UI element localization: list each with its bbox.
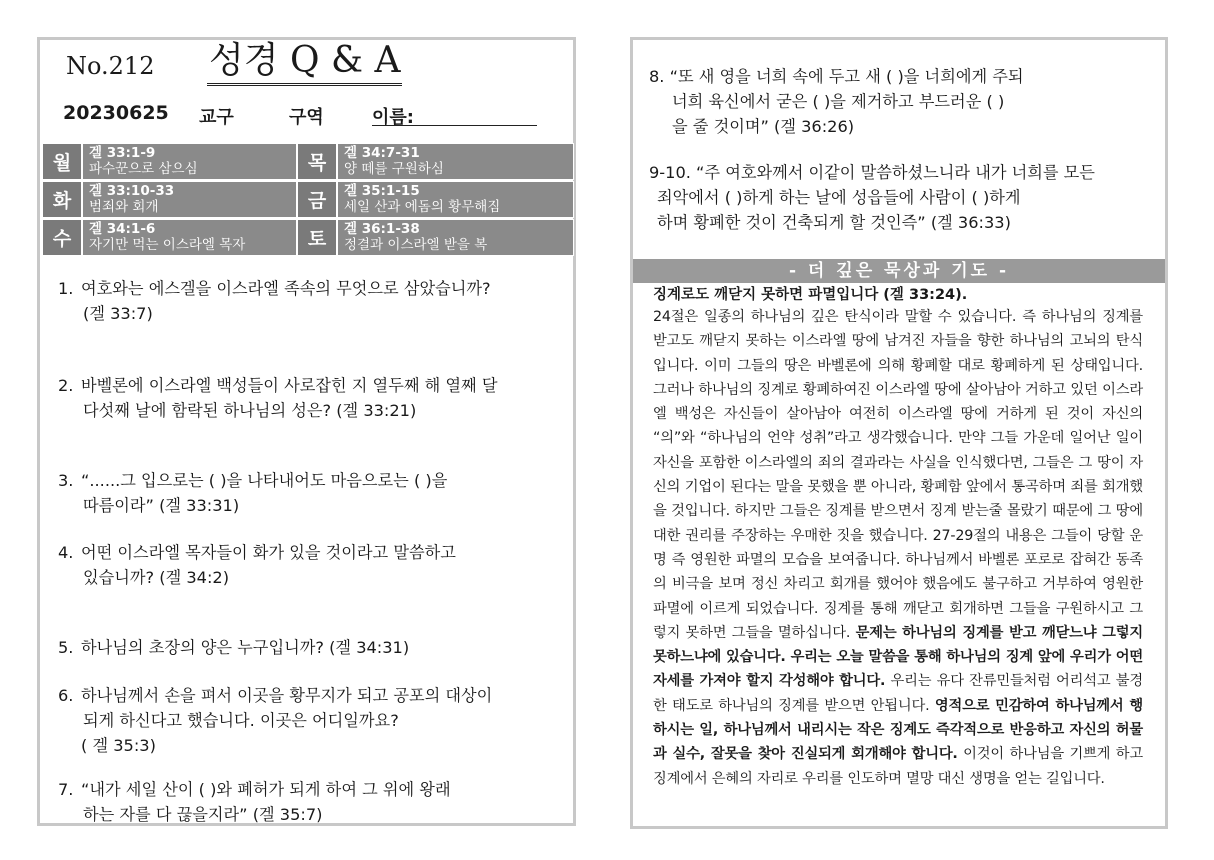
question-3: 3. “......그 입으로는 ( )을 나타내어도 마음으로는 ( )을 따름이라” (겔 33:31) [58, 471, 448, 515]
reading-cell [337, 143, 574, 180]
question-7: 7. “내가 세일 산이 ( )와 폐허가 되게 하여 그 위에 왕래 하는 자를 다 끊을지라” (겔 35:7) [58, 780, 451, 824]
question-5: 5. 하나님의 초장의 양은 누구입니까? (겔 34:31) [58, 638, 410, 657]
schedule-row [42, 143, 574, 180]
name-label: 이름: [372, 107, 414, 128]
reading-ref: 겔 33:1-9 [89, 145, 156, 161]
schedule-row [42, 181, 574, 218]
question-6: 6. 하나님께서 손을 펴서 이곳을 황무지가 되고 공포의 대상이 되게 하신다고 했습니다. 이곳은 어디일까요? ( 겔 35:3) [58, 686, 493, 755]
question-1: 1. 여호와는 에스겔을 이스라엘 족속의 무엇으로 삼았습니까? (겔 33:7) [58, 279, 491, 323]
reading-schedule [42, 143, 574, 257]
reading-ref: 겔 34:7-31 [344, 145, 420, 161]
reading-cell [337, 219, 574, 256]
reading-cell [337, 181, 574, 218]
area-label: 구역 [289, 107, 324, 128]
left-page [37, 37, 576, 826]
reading-cell [82, 219, 297, 256]
question-8: 8. “또 새 영을 너희 속에 두고 새 ( )을 너희에게 주되 너희 육신에서 굳은 ( )을 제거하고 부드러운 ( ) 을 줄 것이며” (겔 36:26) [649, 67, 1024, 136]
reading-title: 세일 산과 에돔의 황무해짐 [344, 199, 501, 215]
district-label: 교구 [199, 107, 234, 128]
page-title: 성경 Q & A [207, 40, 402, 86]
question-9-10: 9-10. “주 여호와께서 이같이 말씀하셨느니라 내가 너희를 모든 죄악에서 ( )하게 하는 날에 성읍들에 사람이 ( )하게 하며 황폐한 것이 건축되게 할 것인즉” (겔 36:33) [649, 163, 1095, 232]
reading-ref: 겔 36:1-38 [344, 221, 420, 237]
day-label: 금 [297, 181, 337, 218]
day-label: 월 [42, 143, 82, 180]
reading-cell [82, 181, 297, 218]
reading-ref: 겔 34:1-6 [89, 221, 156, 237]
meditation-band: - 더 깊은 묵상과 기도 - [633, 259, 1165, 283]
day-label: 토 [297, 219, 337, 256]
reading-ref: 겔 33:10-33 [89, 183, 175, 199]
schedule-row [42, 219, 574, 256]
question-2: 2. 바벨론에 이스라엘 백성들이 사로잡힌 지 열두째 해 열째 달 다섯째 날에 함락된 하나님의 성은? (겔 33:21) [58, 376, 498, 420]
reading-title: 파수꾼으로 삼으심 [89, 161, 198, 177]
day-label: 수 [42, 219, 82, 256]
name-underline [372, 125, 537, 126]
date: 20230625 [63, 102, 169, 124]
issue-number: No.212 [66, 52, 155, 80]
day-label: 화 [42, 181, 82, 218]
question-4: 4. 어떤 이스라엘 목자들이 화가 있을 것이라고 말씀하고 있습니까? (겔 34:2) [58, 543, 456, 587]
reading-ref: 겔 35:1-15 [344, 183, 420, 199]
reading-title: 정결과 이스라엘 받을 복 [344, 237, 488, 253]
reading-title: 양 떼를 구원하심 [344, 161, 444, 177]
meditation-body: 24절은 일종의 하나님의 깊은 탄식이라 말할 수 있습니다. 즉 하나님의 징계를 받고도 깨닫지 못하는 이스라엘 땅에 남겨진 자들을 향한 하나님의 고뇌의 탄식입니다. 이미 그들의 땅은 바벨론에 의해 황폐할 대로 황폐하게 된 상태입니다. 그러나 하나님의 징계로 황폐하여진 이스라엘 땅에 살아남아 거하고 있던 이스라엘 백성은 자신들이 살아남아 여전히 이스라엘 땅에 거하게 된 것이 자신의 “의”와 “하나님의 언약 성취”라고 생각했습니다. 만약 그들 가운데 일어난 일이 자신을 포함한 이스라엘의 죄의 결과라는 사실을 인식했다면, 그들은 그 땅이 자신의 기업이 된다는 말을 못했을 뿐 아니라, 황폐함 앞에서 통곡하며 죄를 회개했을 것입니다. 하지만 그들은 징계를 받으면서 징계 받는줄 몰랐기 때문에 그 땅에 대한 권리를 주장하는 우매한 짓을 했습니다. 27-29절의 내용은 그들이 당할 운명 즉 영원한 파멸의 모습을 보여줍니다. 하나님께서 바벨론 포로로 잡혀간 동족의 비극을 보며 정신 차리고 회개를 했어야 했음에도 불구하고 거부하여 영원한 파멸에 이르게 되었습니다. 징계를 통해 깨닫고 회개하면 그들을 구원하시고 그렇지 못하면 그들을 멸하십니다. 문제는 하나님의 징계를 받고 깨닫느냐 그렇지 못하느냐에 있습니다. 우리는 오늘 말씀을 통해 하나님의 징계 앞에 우리가 어떤 자세를 가져야 할지 각성해야 합니다. 우리는 유다 잔류민들처럼 어리석고 불경한 태도로 하나님의 징계를 받으면 안됩니다. 영적으로 민감하여 하나님께서 행하시는 일, 하나님께서 내리시는 작은 징계도 즉각적으로 반응하고 자신의 허물과 실수, 잘못을 찾아 진실되게 회개해야 합니다. 이것이 하나님을 기쁘게 하고 징계에서 은혜의 자리로 우리를 인도하며 멸망 대신 생명을 얻는 길입니다. [653, 309, 1143, 787]
right-page [630, 37, 1168, 829]
reading-title: 범죄와 회개 [89, 199, 159, 215]
reading-title: 자기만 먹는 이스라엘 목자 [89, 237, 246, 253]
day-label: 목 [297, 143, 337, 180]
reading-cell [82, 143, 297, 180]
meditation-heading: 징계로도 깨닫지 못하면 파멸입니다 (겔 33:24). [653, 287, 968, 303]
